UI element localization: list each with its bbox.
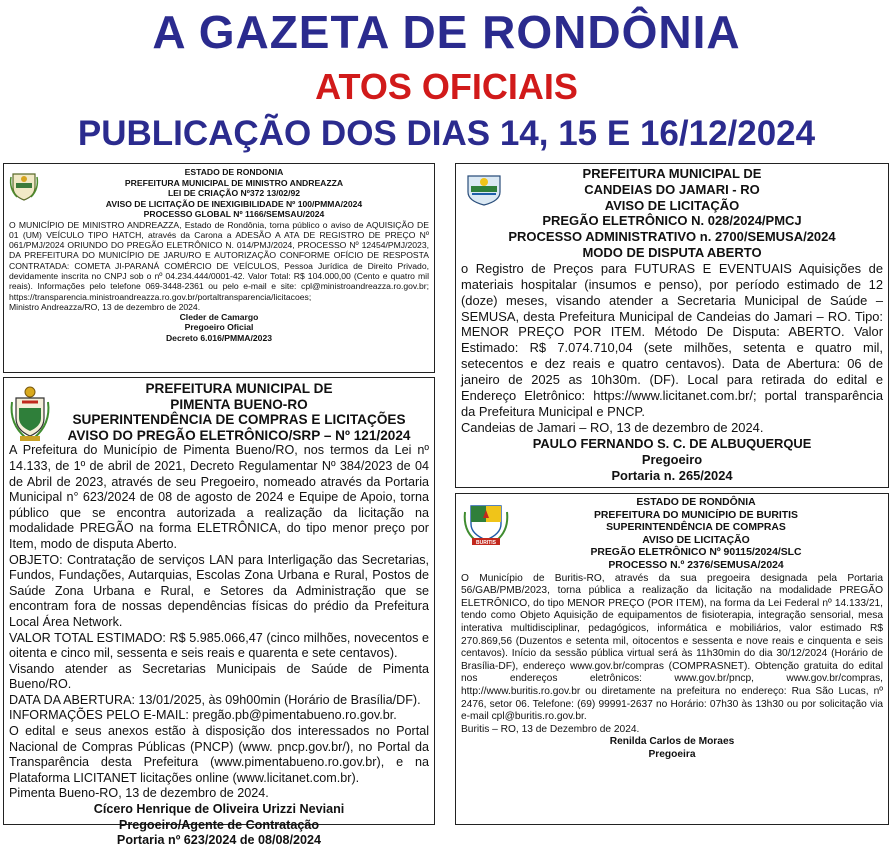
header-line: PIMENTA BUENO-RO bbox=[170, 396, 308, 412]
signature-block bbox=[9, 312, 429, 343]
candeias-do-jamari-coat-of-arms-icon bbox=[464, 172, 504, 206]
header-line: CANDEIAS DO JAMARI - RO bbox=[584, 181, 760, 197]
header-line: PREFEITURA MUNICIPAL DE bbox=[582, 166, 762, 181]
notice-ministro-andreazza bbox=[3, 163, 435, 373]
notice-body: o Registro de Preços para FUTURAS E EVENTUAIS Aquisições de materiais hospitalar (insumos e penso), por período estimado de 12 (doze) meses, visando atender a Secretaria Municipal de Saúde – SEMUSA, desta Prefeitura Municipal de Candeias do Jamari – RO. Tipo: MENOR PREÇO POR ITEM. Método De Disputa: ABERTO. Valor Estimado: R$ 7.074.710,04 (sete milhões, setenta e quatro mil, setecentos e dez reais e quatro centavos). Data de Abertura: 06 de janeiro de 2025 as 10h30m. (DF). Local para retirada do edital e Endereço Eletrônico: https://www.licitanet.com.br/; portal transparência da Prefeitura Municipal e PNCP. bbox=[461, 260, 883, 419]
section-title: ATOS OFICIAIS bbox=[315, 66, 578, 107]
emblem-caption: BURITIS bbox=[476, 540, 496, 546]
header-line: SUPERINTENDÊNCIA DE COMPRAS E LICITAÇÕES bbox=[72, 412, 406, 428]
header-line: PROCESSO ADMINISTRATIVO n. 2700/SEMUSA/2024 bbox=[508, 229, 836, 245]
publication-dates: PUBLICAÇÃO DOS DIAS 14, 15 E 16/12/2024 bbox=[77, 114, 816, 153]
header-line: SUPERINTENDÊNCIA DE COMPRAS bbox=[606, 522, 786, 534]
header-line: PROCESSO GLOBAL Nº 1166/SEMSAU/2024 bbox=[143, 209, 325, 219]
pimenta-bueno-coat-of-arms-icon bbox=[10, 384, 50, 442]
ministro-andreazza-coat-of-arms-icon bbox=[9, 169, 39, 201]
header-line: PREGÃO ELETRÔNICO N. 028/2024/PMCJ bbox=[542, 213, 802, 229]
signature-role: Pregoeiro Oficial bbox=[184, 322, 254, 333]
notice-paragraph: A Prefeitura do Município de Pimenta Bueno/RO, nos termos da Lei nº 14.133, de 1º de abril de 2021, Decreto Regulamentar Nº 384/2023 de 04 de Abril de 2023, através de seu Pregoeiro, nomeado através da Portaria Municipal n° 623/2024 de 08 de agosto de 2024 e Equipe de Apoio, torna público que se encontra autorizada a realização da licitação na modalidade PREGÃO na forma ELETRÔNICA, do tipo menor preço por Item, modo de disputa Aberto. bbox=[9, 443, 429, 551]
signature-block bbox=[9, 802, 429, 849]
signature-name: Renilda Carlos de Moraes bbox=[609, 736, 735, 748]
signature-block bbox=[461, 736, 883, 761]
signature-name: Cícero Henrique de Oliveira Urizzi Neviani bbox=[93, 802, 345, 817]
notice-buritis bbox=[455, 493, 889, 825]
notice-header bbox=[461, 166, 883, 261]
notice-paragraph: DATA DA ABERTURA: 13/01/2025, às 09h00min (Horário de Brasília/DF). bbox=[9, 692, 421, 707]
notice-candeias-do-jamari bbox=[455, 163, 889, 488]
header-line: ESTADO DE RONDONIA bbox=[184, 167, 284, 177]
signature-decree: Portaria n. 265/2024 bbox=[611, 467, 733, 483]
signature-block bbox=[461, 436, 883, 484]
buritis-coat-of-arms-icon bbox=[463, 500, 509, 546]
notice-place-date: Ministro Andreazza/RO, 13 de dezembro de 2024. bbox=[9, 301, 201, 312]
signature-role: Pregoeira bbox=[648, 748, 696, 760]
header-line: AVISO DE LICITAÇÃO DE INEXIGIBILIDADE Nº 100/PMMA/2024 bbox=[105, 198, 363, 209]
header-line: PREFEITURA MUNICIPAL DE MINISTRO ANDREAZZA bbox=[124, 177, 344, 188]
header-line: ESTADO DE RONDÔNIA bbox=[636, 497, 756, 508]
header-line: PREGÃO ELETRÔNICO Nº 90115/2024/SLC bbox=[590, 547, 802, 559]
notice-paragraph: INFORMAÇÕES PELO E-MAIL: pregão.pb@pimentabueno.ro.gov.br. bbox=[9, 708, 397, 723]
signature-decree: Decreto 6.016/PMMA/2023 bbox=[165, 332, 273, 343]
notice-place-date: Buritis – RO, 13 de Dezembro de 2024. bbox=[461, 723, 640, 735]
newspaper-title: A GAZETA DE RONDÔNIA bbox=[152, 6, 741, 58]
header-line: AVISO DE LICITAÇÃO bbox=[642, 534, 750, 546]
notice-header bbox=[9, 381, 429, 443]
signature-role: Pregoeiro bbox=[641, 451, 703, 467]
notice-pimenta-bueno bbox=[3, 377, 435, 848]
header-line: AVISO DO PREGÃO ELETRÔNICO/SRP – Nº 121/2024 bbox=[67, 427, 411, 443]
signature-role: Pregoeiro/Agente de Contratação bbox=[118, 817, 320, 832]
notice-body: O MUNICÍPIO DE MINISTRO ANDREAZZA, Estado de Rondônia, torna público o aviso de AQUISIÇÃO DE 01 (UM) VEÍCULO TIPO HATCH, através da Carona a ADESÃO A ATA DE REGISTRO DE PREÇO Nº 061/PMJ/2024 ORIUNDO DO PREGÃO ELETRÔNICO N. 014/PMJ/2024, PROCESSO Nº 12454/PMJ/2023, DA PREFEITURA DO MUNICÍPIO DE JARU/RO E AUTORIZAÇÃO CONFORME OFÍCIO DE RESPOSTA CONTRATADA: COMETA JI-PARANÁ COMÉRCIO DE VEÍCULOS, Pessoa Jurídica de Direito Privado, devidamente inscrita no CNPJ sob o nº 04.234.444/0001-42. Valor Total: R$ 104.000,00 (Cento e quatro mil reais). Informações pelo telefone 069-3448-2361 ou pelo e-mail e site: cpl@ministroandreazza.ro.gov.br; https://transparencia.ministroandreazza.ro.gov.br/portaltransparencia/licitacoes; bbox=[9, 219, 429, 302]
header-line: PREFEITURA DO MUNICÍPIO DE BURITIS bbox=[594, 509, 798, 521]
header-line: AVISO DE LICITAÇÃO bbox=[604, 197, 740, 213]
signature-name: PAULO FERNANDO S. C. DE ALBUQUERQUE bbox=[532, 435, 812, 451]
notice-place-date: Candeias de Jamari – RO, 13 de dezembro de 2024. bbox=[461, 419, 764, 435]
notice-place-date: Pimenta Bueno-RO, 13 de dezembro de 2024. bbox=[9, 786, 269, 801]
notice-paragraph: OBJETO: Contratação de serviços LAN para Interligação das Secretarias, Fundos, Fundações, Autarquias, Escolas Zona Urbana e Rural, Postos de Saúde Zona Urbana e Rural, e Setores da Administração que se encontram fora de nossas dependências físicas do prédio da Prefeitura Local Área Network. bbox=[9, 552, 429, 629]
signature-decree: Portaria nº 623/2024 de 08/08/2024 bbox=[116, 833, 322, 848]
notice-paragraph: Visando atender as Secretarias Municipais de Saúde de Pimenta Bueno/RO. bbox=[9, 661, 429, 692]
header-line: PREFEITURA MUNICIPAL DE bbox=[145, 381, 333, 396]
notice-paragraph: VALOR TOTAL ESTIMADO: R$ 5.985.066,47 (cinco milhões, novecentos e oitenta e cinco mil, sessenta e seis reais e quarenta e sete centavos). bbox=[9, 630, 429, 661]
notice-header bbox=[461, 497, 883, 573]
notice-paragraph: O edital e seus anexos estão à disposição dos interessados no Portal Nacional de Compras Públicas (PNCP) (www. pncp.gov.br/), no Portal da Transparência desta Prefeitura (www.pimentabueno.ro.gov.br), e na Plataforma LICITANET licitações online (www.licitanet.com.br). bbox=[9, 724, 429, 785]
signature-name: Cleder de Camargo bbox=[179, 312, 259, 323]
notice-header bbox=[9, 167, 429, 220]
header-line: PROCESSO N.º 2376/SEMUSA/2024 bbox=[608, 559, 784, 571]
header-line: LEI DE CRIAÇÃO Nº372 13/02/92 bbox=[167, 188, 301, 198]
header-line: MODO DE DISPUTA ABERTO bbox=[582, 244, 762, 260]
notice-body: O Município de Buritis-RO, através da sua pregoeira designada pela Portaria 56/GAB/PMB/2023, torna pública a realização da licitação na modalidade PREGÃO ELETRÔNICO, do tipo MENOR PREÇO (POR ITEM), na forma da Lei Federal nº 14.133/21, tendo como Objeto Aquisição de equipamentos de fisioterapia, integração sensorial, mesa interativa multidisciplinar, pedagógicos, informática e mobiliários, valor estimado R$ 270.869,56 (Duzentos e setenta mil, oitocentos e sessenta e nove reais e cinquenta e seis centavos). Início da sessão pública virtual será às 11h30min do dia 30/12/2024 (Horário de Brasília-DF), endereço www.gov.br/compras (COMPRASNET). Obtenção gratuita do edital nos endereços eletrônicos: www.gov.br/pncp, www.gov.br/compras, http://www.buritis.ro.gov.br ou diretamente na prefeitura no endereço: Rua São Lucas, nº 2476, setor 06. Telefone: (69) 99991-2637 no Horário: 07h30 às 13h30 ou por solicitação via e-mail cpl@buritis.ro.gov.br. bbox=[461, 572, 883, 723]
